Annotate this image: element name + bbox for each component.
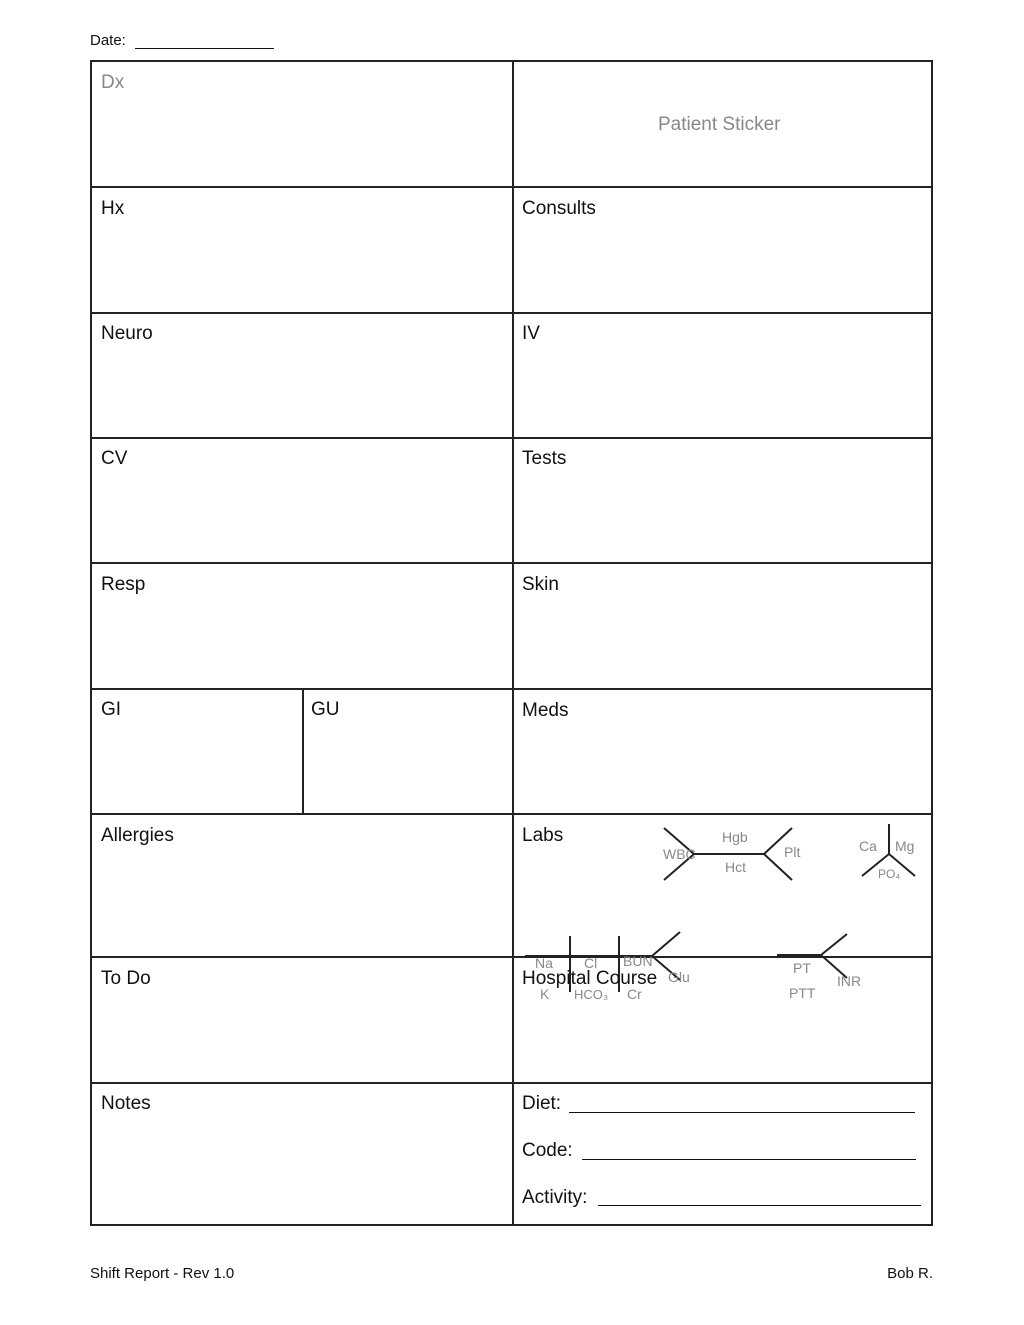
patient-sticker-label: Patient Sticker	[658, 114, 781, 135]
glu-text: Glu	[668, 969, 690, 985]
dx-label: Dx	[101, 72, 125, 93]
diet-field-line[interactable]	[569, 1112, 915, 1113]
meds-label: Meds	[522, 700, 569, 721]
tests-label: Tests	[522, 448, 567, 469]
notes-label: Notes	[101, 1093, 151, 1114]
hct-text: Hct	[725, 859, 746, 875]
row-divider	[92, 688, 931, 690]
wbc-text: WBC	[663, 846, 696, 862]
cv-label: CV	[101, 448, 128, 469]
row-divider	[92, 1082, 931, 1084]
todo-label: To Do	[101, 968, 151, 989]
hospital-course-label: Hospital Course	[522, 968, 658, 989]
date-label: Date:	[90, 32, 126, 49]
ptt-text: PTT	[789, 985, 816, 1001]
plt-text: Plt	[784, 844, 801, 860]
skin-label: Skin	[522, 574, 559, 595]
hx-label: Hx	[101, 198, 125, 219]
footer-revision: Shift Report - Rev 1.0	[90, 1265, 235, 1282]
gi-label: GI	[101, 699, 122, 720]
code-field-line[interactable]	[582, 1159, 916, 1160]
mg-text: Mg	[895, 838, 915, 854]
diet-label: Diet:	[522, 1093, 562, 1114]
cl-text: Cl	[584, 955, 598, 971]
activity-label: Activity:	[522, 1187, 588, 1208]
labs-label: Labs	[522, 825, 564, 846]
resp-label: Resp	[101, 574, 146, 595]
po4-text: PO₄	[878, 867, 901, 881]
iv-label: IV	[522, 323, 540, 344]
neuro-label: Neuro	[101, 323, 153, 344]
allergies-label: Allergies	[101, 825, 174, 846]
code-label: Code:	[522, 1140, 573, 1161]
na-text: Na	[535, 955, 553, 971]
center-divider	[512, 62, 514, 1224]
ca-text: Ca	[859, 838, 877, 854]
activity-field-line[interactable]	[598, 1205, 921, 1206]
cr-text: Cr	[627, 986, 642, 1002]
row-divider	[92, 437, 931, 439]
hco3-text: HCO₃	[574, 987, 609, 1002]
date-field-line[interactable]	[135, 48, 274, 49]
pt-text: PT	[793, 960, 811, 976]
footer-author: Bob R.	[887, 1265, 933, 1282]
gu-label: GU	[311, 699, 340, 720]
row-divider	[92, 562, 931, 564]
row-divider	[92, 312, 931, 314]
k-text: K	[540, 986, 550, 1002]
row-divider	[92, 956, 931, 958]
row-divider	[92, 186, 931, 188]
bmp-branch	[652, 932, 680, 956]
consults-label: Consults	[522, 198, 596, 219]
gi-gu-divider	[302, 689, 304, 814]
coag-branch	[821, 934, 847, 955]
bun-text: BUN	[623, 953, 653, 969]
inr-text: INR	[837, 973, 862, 989]
hgb-text: Hgb	[722, 829, 748, 845]
shift-report-grid	[90, 60, 933, 1226]
